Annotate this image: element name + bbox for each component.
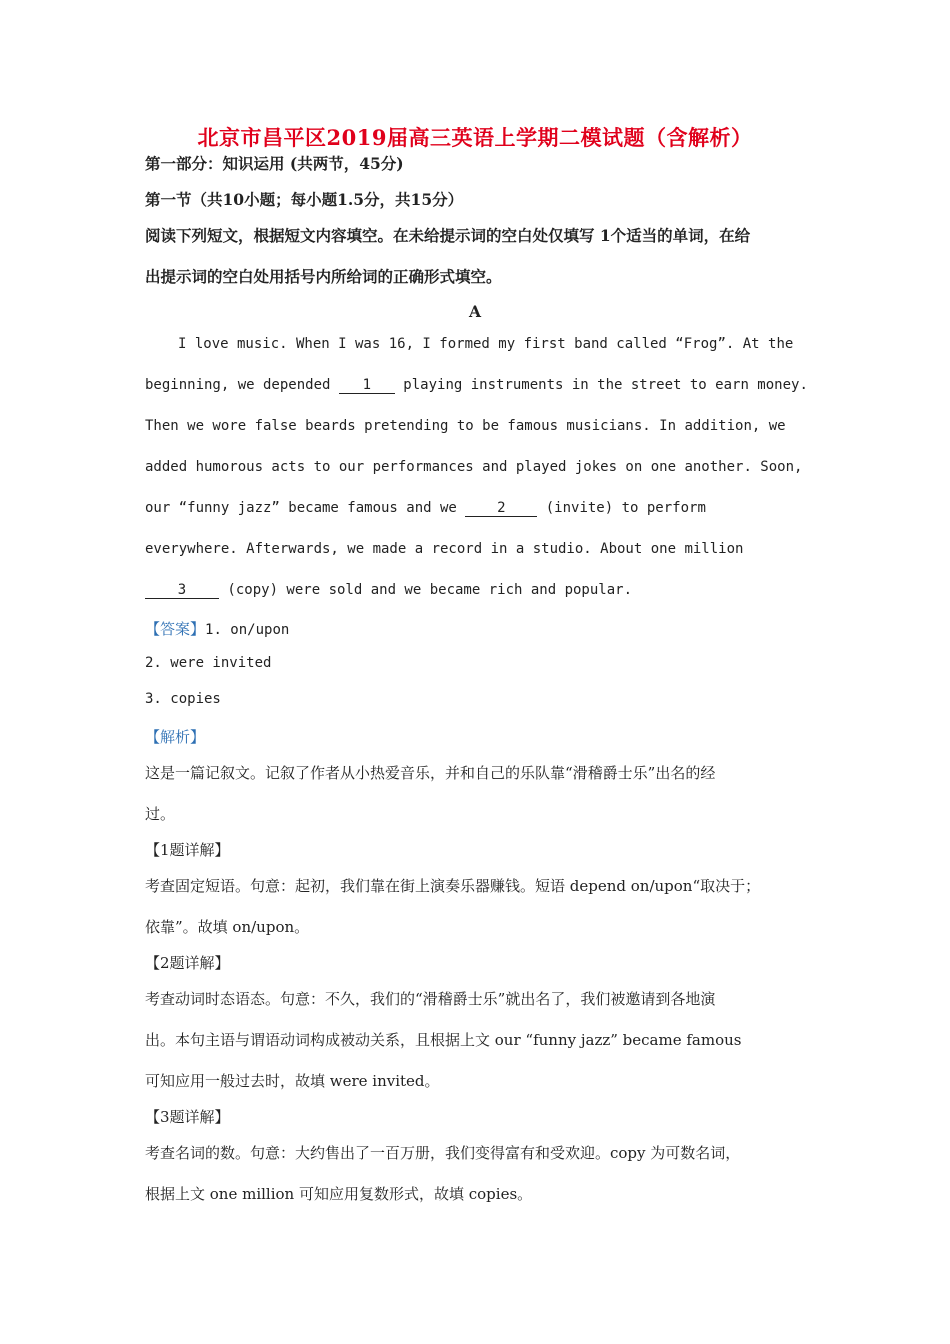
blank-2: 2: [465, 501, 537, 517]
passage-text: (copy) were sold and we became rich and popular.: [219, 582, 633, 598]
answer-line: [145, 618, 289, 639]
q3-explanation-line-2: 根据上文 one million 可知应用复数形式，故填 copies。: [145, 1185, 533, 1203]
instruction-line-2: 出提示词的空白处用括号内所给词的正确形式填空。: [145, 267, 502, 286]
q1-explanation-line-2: 依靠”。故填 on/upon。: [145, 918, 310, 936]
passage-line: I love music. When I was 16, I formed my first band called “Frog”. At the: [178, 336, 794, 352]
q1-heading: 【1题详解】: [145, 841, 230, 859]
passage-text: playing instruments in the street to earn money.: [394, 377, 808, 393]
blank-3: 3: [145, 583, 219, 599]
passage-text: beginning, we depended: [145, 377, 339, 393]
passage-line: Then we wore false beards pretending to be famous musicians. In addition, we: [145, 418, 786, 434]
analysis-tag: 【解析】: [145, 728, 206, 746]
analysis-summary-line-1: 这是一篇记叙文。记叙了作者从小热爱音乐，并和自己的乐队靠“滑稽爵士乐”出名的经: [145, 764, 716, 782]
part-heading: 第一部分：知识运用 (共两节，45分): [145, 154, 404, 173]
q2-explanation-line-2: 出。本句主语与谓语动词构成被动关系，且根据上文 our “funny jazz” became famous: [145, 1031, 742, 1049]
passage-line: [145, 582, 632, 599]
instruction-line-1: 阅读下列短文，根据短文内容填空。在未给提示词的空白处仅填写 1个适当的单词，在给: [145, 226, 751, 245]
q2-explanation-line-3: 可知应用一般过去时，故填 were invited。: [145, 1072, 440, 1090]
section-heading: 第一节（共10小题；每小题1.5分，共15分）: [145, 190, 464, 209]
q3-heading: 【3题详解】: [145, 1108, 230, 1126]
document-title: 北京市昌平区2019届高三英语上学期二模试题（含解析）: [197, 125, 753, 150]
passage-text: (invite) to perform: [537, 500, 706, 516]
answer-tag: 【答案】: [145, 620, 206, 638]
answer-1: 1. on/upon: [205, 622, 290, 638]
passage-label: A: [468, 302, 482, 321]
answer-3: 3. copies: [145, 691, 221, 707]
blank-1: 1: [339, 378, 395, 394]
passage-line: added humorous acts to our performances and played jokes on one another. Soon,: [145, 459, 803, 475]
answer-2: 2. were invited: [145, 655, 272, 671]
analysis-summary-line-2: 过。: [145, 805, 176, 823]
passage-line: [145, 500, 706, 517]
passage-line: everywhere. Afterwards, we made a record in a studio. About one million: [145, 541, 744, 557]
passage-text: our “funny jazz” became famous and we: [145, 500, 466, 516]
q3-explanation-line-1: 考查名词的数。句意：大约售出了一百万册，我们变得富有和受欢迎。copy 为可数名词，: [145, 1144, 741, 1162]
passage-line: [145, 377, 808, 394]
q2-explanation-line-1: 考查动词时态语态。句意：不久，我们的“滑稽爵士乐”就出名了，我们被邀请到各地演: [145, 990, 716, 1008]
q2-heading: 【2题详解】: [145, 954, 230, 972]
q1-explanation-line-1: 考查固定短语。句意：起初，我们靠在街上演奏乐器赚钱。短语 depend on/upon“取决于；: [145, 877, 761, 895]
